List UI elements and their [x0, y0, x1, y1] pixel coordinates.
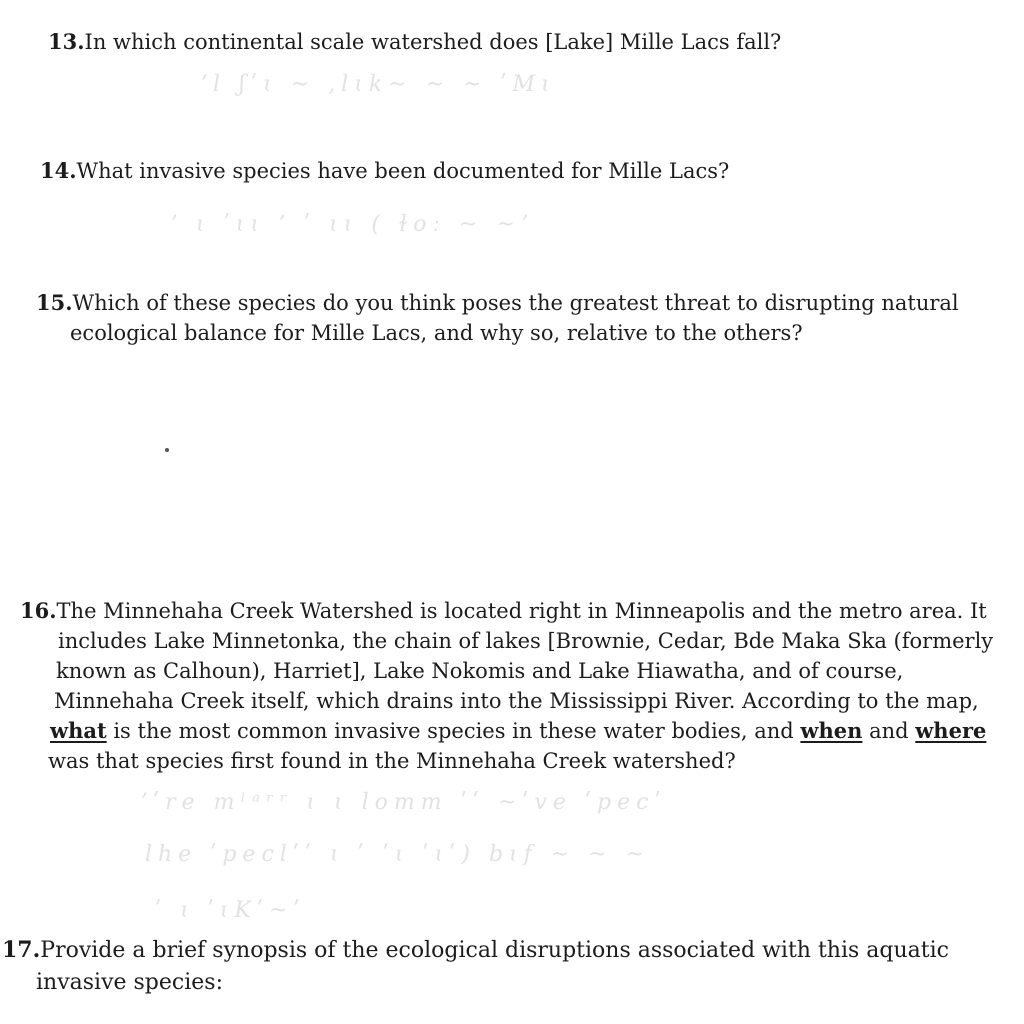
pen-mark	[165, 448, 169, 452]
question-text-line: The Minnehaha Creek Watershed is located right in Minneapolis and the metro area. It	[56, 599, 987, 623]
question-17	[2, 934, 949, 999]
question-text-line: was that species first found in the Minnehaha Creek watershed?	[48, 749, 736, 773]
question-number: 17.	[2, 937, 41, 963]
question-text-line: Minnehaha Creek itself, which drains into the Mississippi River. According to the map,	[54, 689, 979, 713]
question-text-line: known as Calhoun), Harriet], Lake Nokomis and Lake Hiawatha, and of course,	[56, 659, 904, 683]
faint-handwriting: lhe ʹpeclʹʹ ɩ ʹ ʹɩ ʹɩʹ) bɩf ~ ~ ~	[145, 842, 651, 867]
question-text-line: Provide a brief synopsis of the ecological disruptions associated with this aquatic	[40, 938, 949, 963]
question-number: 14.	[40, 158, 77, 183]
question-text-line: Which of these species do you think poses the greatest threat to disrupting natural	[72, 291, 959, 315]
question-number: 16.	[20, 598, 57, 623]
question-15	[36, 288, 959, 348]
faint-handwriting: ʼʹre mˡᵃʳʳ ɩ ɩ lomm ʹʹ ~ʹve ʹpecʹ	[140, 790, 667, 815]
question-text-fragment: and	[862, 719, 916, 743]
faint-handwriting: ʹ ɩ ʹɩKʹ~ʹ	[155, 898, 306, 923]
question-text-line: includes Lake Minnetonka, the chain of lakes [Brownie, Cedar, Bde Maka Ska (formerly	[58, 629, 994, 653]
emphasis-when: when	[800, 718, 863, 743]
emphasis-what: what	[50, 718, 107, 743]
faint-handwriting: ʼ ɩ ʹɩɩ ʼ ʹ ɩɩ ( ɫoː ~ ~ʼ	[170, 212, 534, 237]
question-number: 13.	[48, 29, 85, 54]
question-text-fragment: is the most common invasive species in these water bodies, and	[106, 719, 801, 743]
question-number: 15.	[36, 290, 73, 315]
question-text-line: ecological balance for Mille Lacs, and why so, relative to the others?	[70, 321, 803, 345]
emphasis-where: where	[915, 718, 987, 743]
question-16	[20, 596, 993, 776]
question-text-line: invasive species:	[36, 970, 223, 995]
question-text-line	[20, 716, 993, 746]
question-text: In which continental scale watershed does [Lake] Mille Lacs fall?	[84, 30, 782, 54]
faint-handwriting: ʼl ʃʹɩ ~ ,lɩk~ ~ ~ ʹMɩ	[200, 72, 556, 97]
question-14	[40, 156, 729, 186]
question-13	[48, 27, 781, 57]
question-text: What invasive species have been documented for Mille Lacs?	[76, 159, 730, 183]
